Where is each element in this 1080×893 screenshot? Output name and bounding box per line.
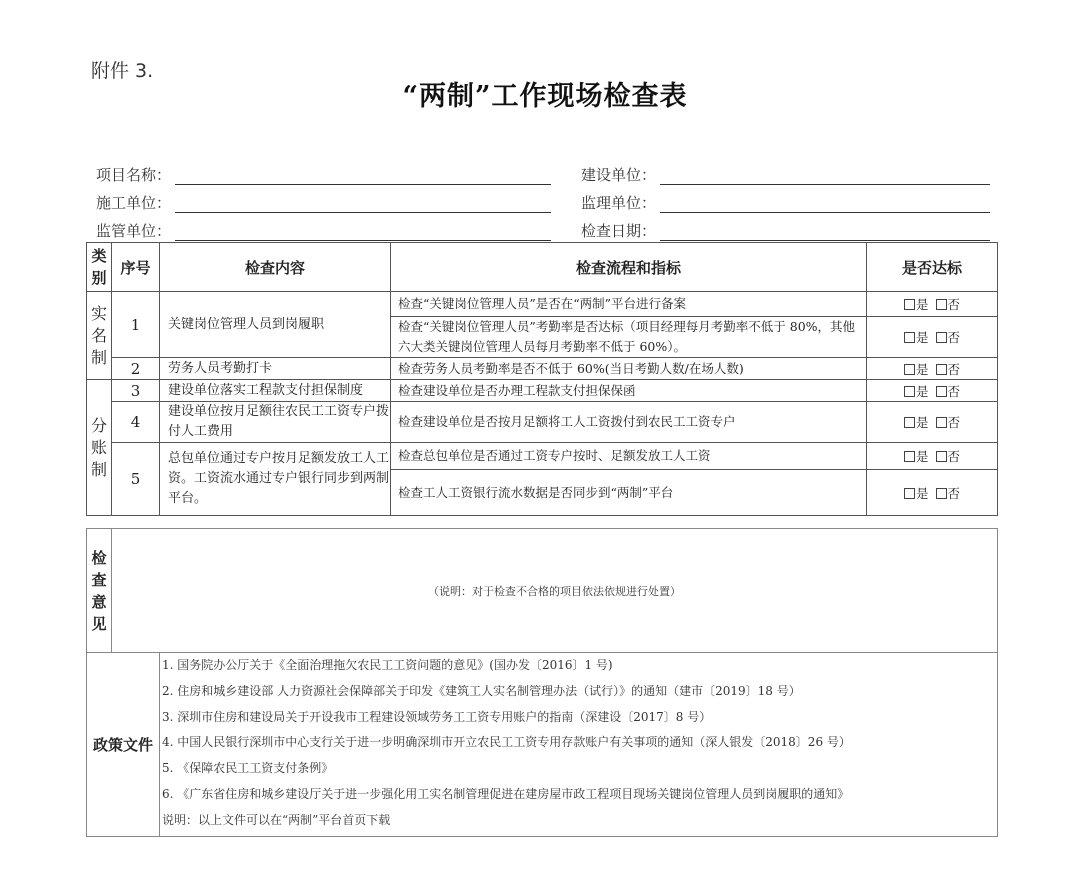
header-seq: 序号 — [112, 243, 160, 292]
category-split-account: 分 账 制 — [87, 380, 112, 516]
table-header-row — [87, 243, 998, 292]
field-regulator — [96, 220, 551, 241]
field-label: 检查日期： — [581, 222, 657, 240]
seq-cell: 5 — [112, 443, 160, 516]
pass-cell: 是 否 — [867, 380, 998, 402]
content-cell: 总包单位通过专户按月足额发放工人工资。工资流水通过专户银行同步到两制平台。 — [160, 443, 391, 516]
table-row — [87, 380, 998, 402]
no-checkbox[interactable] — [936, 364, 947, 375]
header-process: 检查流程和指标 — [391, 243, 867, 292]
policy-item: 2. 住房和城乡建设部 人力资源社会保障部关于印发《建筑工人实名制管理办法（试行）》的通知（建市〔2019〕18 号） — [162, 683, 801, 698]
opinion-label: 检 查 意 见 — [87, 529, 112, 653]
page-title: “两制”工作现场检查表 — [402, 81, 688, 112]
seq-cell: 1 — [112, 292, 160, 358]
process-cell: 检查建设单位是否办理工程款支付担保保函 — [391, 380, 867, 402]
process-cell: 检查“关键岗位管理人员”考勤率是否达标（项目经理每月考勤率不低于 80%，其他六大类关键岗位管理人员每月考勤率不低于 60%）。 — [391, 317, 867, 358]
pass-cell: 是 否 — [867, 358, 998, 380]
pass-cell: 是 否 — [867, 443, 998, 470]
yes-checkbox[interactable] — [904, 488, 915, 499]
content-cell: 关键岗位管理人员到岗履职 — [160, 292, 391, 358]
field-label: 监理单位： — [581, 194, 657, 212]
policy-item: 6. 《广东省住房和城乡建设厅关于进一步强化用工实名制管理促进在建房屋市政工程项目现场关键岗位管理人员到岗履职的通知》 — [162, 786, 850, 801]
policy-item: 3. 深圳市住房和建设局关于开设我市工程建设领域劳务工工资专用账户的指南（深建设〔2017〕8 号） — [162, 709, 712, 724]
content-cell: 劳务人员考勤打卡 — [160, 358, 391, 380]
no-checkbox[interactable] — [936, 417, 947, 428]
project-name-input[interactable] — [175, 183, 551, 185]
process-cell: 检查劳务人员考勤率是否不低于 60%(当日考勤人数/在场人数) — [391, 358, 867, 380]
attachment-label: 附件 3. — [91, 60, 154, 82]
policy-label: 政策文件 — [87, 653, 160, 837]
category-real-name: 实 名 制 — [87, 292, 112, 380]
content-cell: 建设单位按月足额往农民工工资专户拨付人工费用 — [160, 402, 391, 443]
header-pass: 是否达标 — [867, 243, 998, 292]
inspection-date-input[interactable] — [660, 239, 990, 241]
content-cell: 建设单位落实工程款支付担保制度 — [160, 380, 391, 402]
opinion-row — [87, 529, 998, 653]
field-contractor — [96, 192, 551, 213]
process-cell: 检查总包单位是否通过工资专户按时、足额发放工人工资 — [391, 443, 867, 470]
no-checkbox[interactable] — [936, 332, 947, 343]
yes-checkbox[interactable] — [904, 386, 915, 397]
field-label: 施工单位： — [96, 194, 172, 212]
seq-cell: 3 — [112, 380, 160, 402]
yes-checkbox[interactable] — [904, 417, 915, 428]
seq-cell: 4 — [112, 402, 160, 443]
table-row — [87, 358, 998, 380]
opinion-note: （说明：对于检查不合格的项目依法依规进行处置） — [428, 584, 681, 598]
no-checkbox[interactable] — [936, 488, 947, 499]
header-category: 类 别 — [87, 243, 112, 292]
table-row — [87, 402, 998, 443]
pass-cell: 是 否 — [867, 317, 998, 358]
inspection-table — [86, 242, 998, 516]
field-inspection-date — [581, 220, 990, 241]
policy-row — [87, 653, 998, 837]
yes-checkbox[interactable] — [904, 364, 915, 375]
opinion-policy-table — [86, 528, 998, 837]
policy-item: 5. 《保障农民工工资支付条例》 — [162, 761, 334, 776]
policy-item: 4. 中国人民银行深圳市中心支行关于进一步明确深圳市开立农民工工资专用存款账户有关事项的通知（深人银发〔2018〕26 号） — [162, 735, 851, 750]
policy-note: 说明：以上文件可以在“两制”平台首页下载 — [162, 812, 391, 827]
policy-item: 1. 国务院办公厅关于《全面治理拖欠农民工工资问题的意见》(国办发〔2016〕1 号) — [162, 658, 613, 672]
header-content: 检查内容 — [160, 243, 391, 292]
field-construction-unit — [581, 164, 990, 185]
field-label: 项目名称： — [96, 166, 172, 184]
field-label: 建设单位： — [581, 166, 657, 184]
no-checkbox[interactable] — [936, 386, 947, 397]
opinion-input[interactable] — [112, 529, 998, 653]
table-row — [87, 443, 998, 470]
field-supervision-unit — [581, 192, 990, 213]
process-cell: 检查工人工资银行流水数据是否同步到“两制”平台 — [391, 470, 867, 516]
table-row — [87, 292, 998, 317]
yes-checkbox[interactable] — [904, 451, 915, 462]
pass-cell: 是 否 — [867, 292, 998, 317]
yes-checkbox[interactable] — [904, 299, 915, 310]
yes-checkbox[interactable] — [904, 332, 915, 343]
no-checkbox[interactable] — [936, 299, 947, 310]
process-cell: 检查建设单位是否按月足额将工人工资拨付到农民工工资专户 — [391, 402, 867, 443]
seq-cell: 2 — [112, 358, 160, 380]
pass-cell: 是 否 — [867, 402, 998, 443]
policy-list — [160, 653, 998, 837]
process-cell: 检查“关键岗位管理人员”是否在“两制”平台进行备案 — [391, 292, 867, 317]
contractor-input[interactable] — [175, 211, 551, 213]
field-label: 监管单位： — [96, 222, 172, 240]
regulator-input[interactable] — [175, 239, 551, 241]
field-project-name — [96, 164, 551, 185]
pass-cell: 是 否 — [867, 470, 998, 516]
construction-unit-input[interactable] — [660, 183, 990, 185]
no-checkbox[interactable] — [936, 451, 947, 462]
supervision-unit-input[interactable] — [660, 211, 990, 213]
